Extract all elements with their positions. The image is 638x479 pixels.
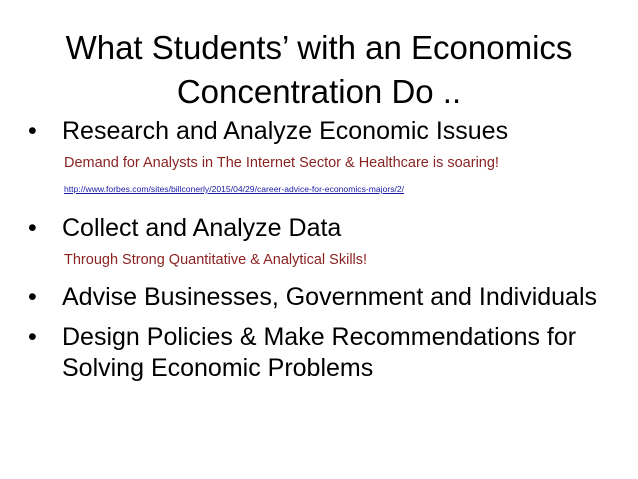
source-link[interactable]: http://www.forbes.com/sites/billconerly/2015/04/29/career-advice-for-economics-majors/2/ xyxy=(64,184,405,194)
bullet-collect xyxy=(28,213,618,244)
bullet-text: Research and Analyze Economic Issues xyxy=(62,117,509,145)
bullet-dot-icon: • xyxy=(28,283,37,311)
bullet-text: Design Policies & Make Recommendations for Solving Economic Problems xyxy=(62,323,577,382)
bullet-subtext: Demand for Analysts in The Internet Sector & Healthcare is soaring! xyxy=(64,155,499,171)
bullet-dot-icon: • xyxy=(28,214,37,242)
bullet-advise xyxy=(28,282,618,313)
bullet-list xyxy=(28,116,618,384)
bullet-dot-icon: • xyxy=(28,323,37,351)
bullet-text: Collect and Analyze Data xyxy=(62,214,342,242)
slide-title xyxy=(40,26,598,114)
bullet-text: Advise Businesses, Government and Individuals xyxy=(62,283,598,311)
bullet-dot-icon: • xyxy=(28,117,37,145)
bullet-subtext: Through Strong Quantitative & Analytical Skills! xyxy=(64,252,368,268)
title-line-1: What Students’ with an Economics xyxy=(65,29,573,66)
title-line-2: Concentration Do .. xyxy=(176,73,462,110)
bullet-design xyxy=(28,322,618,384)
bullet-research xyxy=(28,116,618,147)
